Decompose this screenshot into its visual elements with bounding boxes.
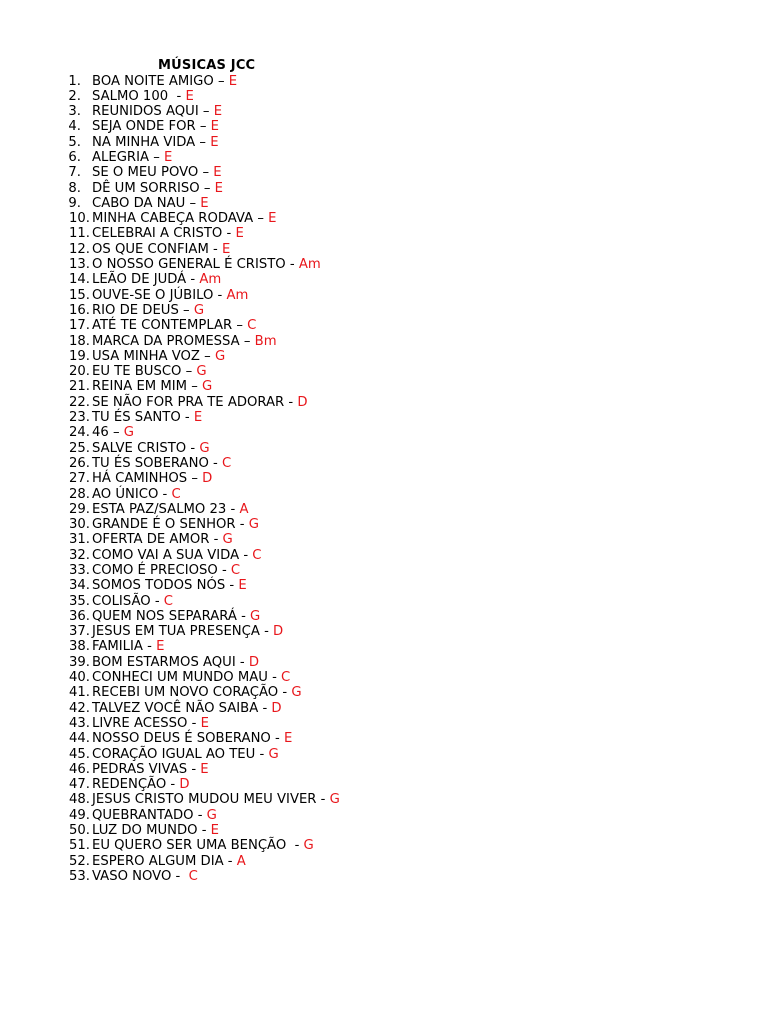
song-key: C: [221, 455, 232, 471]
song-key: E: [185, 88, 194, 104]
song-title: QUEBRANTADO: [92, 807, 194, 823]
song-entry: [92, 334, 277, 349]
song-number: 1.: [68, 73, 81, 89]
page-title: MÚSICAS JCC: [158, 58, 256, 73]
song-key: C: [188, 868, 198, 884]
song-separator: -: [239, 547, 253, 563]
song-number: 47.: [69, 777, 90, 793]
song-key: G: [199, 440, 210, 456]
song-number: 29.: [69, 501, 90, 517]
song-title: TU ÉS SANTO: [92, 410, 181, 426]
song-separator: -: [258, 700, 272, 716]
song-title: LEÃO DE JUDÁ: [92, 272, 187, 288]
song-key: C: [171, 486, 181, 502]
song-entry: [92, 135, 219, 150]
song-entry: [92, 502, 248, 517]
song-separator: -: [223, 853, 237, 869]
song-entry: [92, 777, 190, 792]
song-title: CORAÇÃO IGUAL AO TEU: [92, 746, 256, 762]
song-entry: [92, 211, 276, 226]
song-key: E: [156, 639, 165, 655]
song-key: G: [222, 532, 233, 548]
song-number: 18.: [69, 333, 90, 349]
song-separator: -: [217, 563, 231, 578]
song-entry: [92, 119, 219, 134]
song-entry: [92, 379, 212, 394]
song-separator: -: [278, 685, 292, 701]
song-entry: [92, 823, 219, 838]
song-key: C: [281, 670, 291, 686]
song-separator: -: [166, 777, 180, 793]
song-separator: -: [187, 761, 201, 777]
song-key: G: [248, 517, 259, 533]
song-key: G: [214, 348, 226, 364]
song-separator: -: [171, 868, 189, 884]
song-entry: [92, 808, 217, 823]
song-key: A: [239, 501, 249, 517]
song-entry: [92, 731, 292, 746]
song-number: 41.: [69, 685, 90, 701]
song-number: 30.: [69, 517, 90, 533]
song-number: 46.: [69, 761, 90, 777]
song-separator: -: [225, 578, 239, 594]
song-title: ESTA PAZ/SALMO 23: [92, 501, 227, 517]
song-key: A: [236, 853, 246, 869]
song-key: C: [247, 318, 257, 334]
song-entry: [92, 747, 279, 762]
song-number: 2.: [68, 88, 81, 104]
song-number: 14.: [69, 272, 90, 288]
song-number: 4.: [68, 119, 81, 135]
song-separator: -: [186, 440, 200, 456]
song-number: 49.: [69, 807, 90, 823]
song-key: E: [213, 165, 222, 181]
song-entry: [92, 624, 283, 639]
song-entry: [92, 349, 225, 364]
song-title: USA MINHA VOZ: [92, 348, 200, 364]
song-title: CABO DA NAU: [92, 195, 186, 211]
song-title: FAMILIA: [92, 639, 143, 655]
song-title: REINA EM MIM: [92, 379, 188, 395]
song-entry: [92, 487, 181, 502]
song-number: 27.: [69, 471, 90, 487]
song-separator: -: [209, 532, 223, 548]
song-title: BOA NOITE AMIGO: [92, 73, 214, 89]
song-key: E: [283, 731, 293, 747]
song-entry: [92, 578, 247, 593]
song-separator: -: [284, 394, 298, 410]
song-entry: [92, 609, 260, 624]
song-key: Am: [226, 287, 249, 303]
song-separator: -: [270, 731, 284, 747]
song-number: 11.: [69, 226, 90, 242]
song-key: Bm: [254, 333, 277, 349]
song-number: 45.: [69, 746, 90, 762]
song-number: 48.: [69, 792, 90, 808]
song-number: 22.: [69, 394, 90, 410]
song-entry: [92, 594, 173, 609]
song-title: LUZ DO MUNDO: [92, 823, 198, 839]
song-separator: –: [239, 333, 255, 349]
song-entry: [92, 364, 207, 379]
song-title: LIVRE ACESSO: [92, 715, 188, 731]
song-separator: –: [232, 318, 248, 334]
song-separator: -: [208, 455, 222, 471]
song-separator: –: [187, 471, 203, 487]
song-number: 52.: [69, 853, 90, 869]
song-number: 10.: [69, 211, 90, 227]
song-title: CONHECI UM MUNDO MAU: [92, 670, 268, 686]
song-entry: [92, 303, 204, 318]
song-number: 44.: [69, 731, 90, 747]
song-key: D: [202, 471, 213, 487]
song-key: E: [210, 119, 219, 135]
song-entry: [92, 150, 172, 165]
song-number: 42.: [69, 700, 90, 716]
song-number: 35.: [69, 593, 90, 609]
song-title: REDENÇÃO: [92, 777, 167, 793]
song-number: 36.: [69, 608, 90, 624]
song-title: OUVE-SE O JÚBILO: [92, 287, 214, 303]
song-separator: –: [253, 211, 269, 227]
song-separator: -: [286, 838, 304, 854]
song-number: 8.: [68, 180, 81, 196]
song-number: 40.: [69, 670, 90, 686]
song-key: E: [193, 410, 203, 426]
song-separator: -: [150, 593, 164, 609]
song-entry: [92, 288, 248, 303]
song-key: E: [213, 104, 223, 120]
song-separator: -: [316, 792, 330, 808]
song-separator: -: [267, 670, 282, 686]
song-key: G: [329, 792, 340, 808]
song-separator: –: [198, 104, 214, 120]
song-number: 20.: [69, 364, 90, 380]
song-separator: -: [208, 241, 222, 257]
song-key: D: [271, 700, 282, 716]
song-separator: -: [259, 624, 274, 640]
song-entry: [92, 532, 233, 547]
song-number: 43.: [69, 715, 90, 731]
song-entry: [92, 165, 222, 180]
song-separator: –: [195, 134, 211, 150]
song-entry: [92, 410, 202, 425]
song-title: VASO NOVO: [92, 868, 172, 884]
song-title: BOM ESTARMOS AQUI: [92, 654, 236, 670]
song-entry: [92, 425, 134, 440]
song-title: RIO DE DEUS: [92, 302, 179, 318]
song-entry: [92, 639, 164, 654]
song-title: O NOSSO GENERAL É CRISTO: [92, 257, 286, 273]
song-number: 12.: [69, 241, 90, 257]
song-entry: [92, 701, 282, 716]
song-key: D: [248, 654, 260, 670]
song-title: SE NÃO FOR PRA TE ADORAR: [92, 394, 285, 410]
song-number: 34.: [69, 578, 90, 594]
song-title: TALVEZ VOCÊ NÃO SAIBA: [92, 700, 259, 716]
song-entry: [92, 181, 223, 196]
song-separator: -: [158, 486, 172, 502]
song-number: 26.: [69, 455, 90, 471]
song-key: E: [200, 761, 209, 777]
song-title: CELEBRAI A CRISTO: [92, 226, 223, 242]
song-title: MARCA DA PROMESSA: [92, 333, 240, 349]
song-separator: -: [142, 639, 157, 655]
song-entry: [92, 226, 244, 241]
song-title: SALVE CRISTO: [92, 440, 187, 456]
song-entry: [92, 272, 221, 287]
song-entry: [92, 104, 222, 119]
song-separator: –: [185, 195, 201, 211]
song-number: 53.: [69, 868, 90, 884]
song-entry: [92, 395, 308, 410]
song-separator: -: [255, 746, 269, 762]
song-separator: -: [226, 501, 240, 517]
song-entry: [92, 74, 237, 89]
song-entry: [92, 869, 198, 884]
song-separator: -: [187, 715, 201, 731]
song-key: G: [291, 685, 302, 701]
song-number: 51.: [69, 838, 90, 854]
song-entry: [92, 685, 302, 700]
song-number: 21.: [69, 379, 90, 395]
song-title: OS QUE CONFIAM: [92, 241, 209, 257]
song-title: TU ÉS SOBERANO: [92, 455, 209, 471]
song-separator: –: [199, 348, 215, 364]
song-entry: [92, 318, 256, 333]
song-key: E: [163, 149, 173, 165]
song-title: QUEM NOS SEPARARÁ: [92, 608, 237, 624]
song-entry: [92, 838, 314, 853]
song-title: SALMO 100: [92, 88, 169, 104]
song-number: 24.: [69, 425, 90, 441]
song-separator: -: [197, 823, 211, 839]
song-key: D: [273, 624, 284, 640]
song-title: 46: [92, 425, 109, 441]
song-entry: [92, 762, 209, 777]
song-key: G: [202, 379, 213, 395]
song-separator: –: [199, 180, 215, 196]
song-key: C: [230, 563, 241, 578]
song-entry: [92, 89, 194, 104]
song-title: EU TE BUSCO: [92, 364, 182, 380]
song-title: RECEBI UM NOVO CORAÇÃO: [92, 685, 279, 701]
song-number: 17.: [69, 318, 90, 334]
song-separator: -: [193, 807, 207, 823]
song-title: GRANDE É O SENHOR: [92, 517, 236, 533]
song-separator: -: [186, 272, 200, 288]
song-separator: –: [178, 302, 194, 318]
song-number: 23.: [69, 410, 90, 426]
song-key: C: [163, 593, 173, 609]
song-entry: [92, 792, 340, 807]
song-entry: [92, 196, 209, 211]
song-separator: -: [236, 608, 251, 624]
song-key: E: [200, 715, 209, 731]
song-key: E: [238, 578, 247, 594]
song-key: C: [252, 547, 262, 563]
song-key: G: [268, 746, 279, 762]
song-separator: –: [213, 73, 229, 89]
song-entry: [92, 517, 259, 532]
song-number: 25.: [69, 440, 90, 456]
song-number: 28.: [69, 486, 90, 502]
song-number: 5.: [68, 134, 81, 150]
song-title: SEJA ONDE FOR: [92, 119, 196, 135]
song-number: 32.: [69, 547, 90, 563]
song-title: COMO VAI A SUA VIDA: [92, 547, 240, 563]
song-key: G: [206, 807, 217, 823]
song-number: 3.: [68, 104, 81, 120]
song-title: PEDRAS VIVAS: [92, 761, 188, 777]
song-number: 50.: [69, 823, 90, 839]
song-separator: –: [108, 425, 124, 441]
song-number: 9.: [68, 195, 81, 211]
song-number: 19.: [69, 348, 90, 364]
song-key: E: [200, 195, 209, 211]
song-entry: [92, 563, 240, 578]
song-title: ALEGRIA: [92, 149, 149, 165]
song-key: G: [193, 302, 205, 318]
song-key: G: [303, 838, 314, 854]
song-title: AO ÚNICO: [92, 486, 159, 502]
song-key: E: [210, 823, 219, 839]
song-entry: [92, 242, 230, 257]
song-title: REUNIDOS AQUI: [92, 104, 199, 120]
song-entry: [92, 670, 290, 685]
song-number: 31.: [69, 532, 90, 548]
song-key: Am: [199, 272, 222, 288]
song-number: 16.: [69, 302, 90, 318]
song-number: 6.: [68, 149, 81, 165]
song-number: 39.: [69, 654, 90, 670]
song-entry: [92, 456, 231, 471]
song-separator: -: [235, 654, 249, 670]
song-separator: –: [187, 379, 202, 395]
song-title: HÁ CAMINHOS: [92, 471, 188, 487]
song-key: E: [268, 211, 277, 227]
song-entry: [92, 655, 259, 670]
song-separator: –: [181, 364, 197, 380]
song-number: 38.: [69, 639, 90, 655]
song-entry: [92, 548, 262, 563]
song-separator: -: [213, 287, 227, 303]
song-key: G: [196, 364, 207, 380]
song-separator: -: [180, 410, 194, 426]
song-key: G: [250, 608, 261, 624]
song-separator: -: [222, 226, 236, 242]
song-key: D: [179, 777, 190, 793]
song-number: 7.: [68, 165, 81, 181]
song-title: ESPERO ALGUM DIA: [92, 853, 224, 869]
song-title: DÊ UM SORRISO: [92, 180, 200, 196]
song-key: E: [235, 226, 244, 242]
song-title: JESUS EM TUA PRESENÇA: [92, 624, 260, 640]
song-title: SOMOS TODOS NÓS: [92, 578, 226, 594]
song-number: 37.: [69, 624, 90, 640]
song-title: ATÉ TE CONTEMPLAR: [92, 318, 233, 334]
song-title: NOSSO DEUS É SOBERANO: [92, 731, 271, 747]
song-title: COMO É PRECIOSO: [92, 563, 218, 578]
song-title: JESUS CRISTO MUDOU MEU VIVER: [92, 792, 317, 808]
song-key: E: [210, 134, 219, 150]
song-entry: [92, 716, 209, 731]
song-number: 33.: [69, 563, 90, 578]
song-separator: -: [235, 517, 249, 533]
song-title: EU QUERO SER UMA BENÇÃO: [92, 838, 287, 854]
song-separator: –: [149, 149, 164, 165]
song-separator: –: [195, 119, 211, 135]
song-entry: [92, 441, 210, 456]
song-key: D: [297, 394, 308, 410]
song-entry: [92, 854, 246, 869]
song-separator: –: [198, 165, 214, 181]
song-entry: [92, 257, 321, 272]
song-title: NA MINHA VIDA: [92, 134, 196, 150]
song-separator: -: [168, 88, 186, 104]
song-title: COLISÃO: [92, 593, 151, 609]
song-key: E: [228, 73, 238, 89]
song-key: E: [221, 241, 231, 257]
song-separator: -: [285, 257, 299, 273]
song-number: 13.: [69, 257, 90, 273]
song-title: OFERTA DE AMOR: [92, 532, 210, 548]
song-key: E: [214, 180, 223, 196]
song-key: Am: [298, 257, 321, 273]
song-number: 15.: [69, 287, 90, 303]
song-entry: [92, 471, 212, 486]
song-key: G: [123, 425, 134, 441]
song-title: SE O MEU POVO: [92, 165, 199, 181]
song-title: MINHA CABEÇA RODAVA: [92, 211, 254, 227]
